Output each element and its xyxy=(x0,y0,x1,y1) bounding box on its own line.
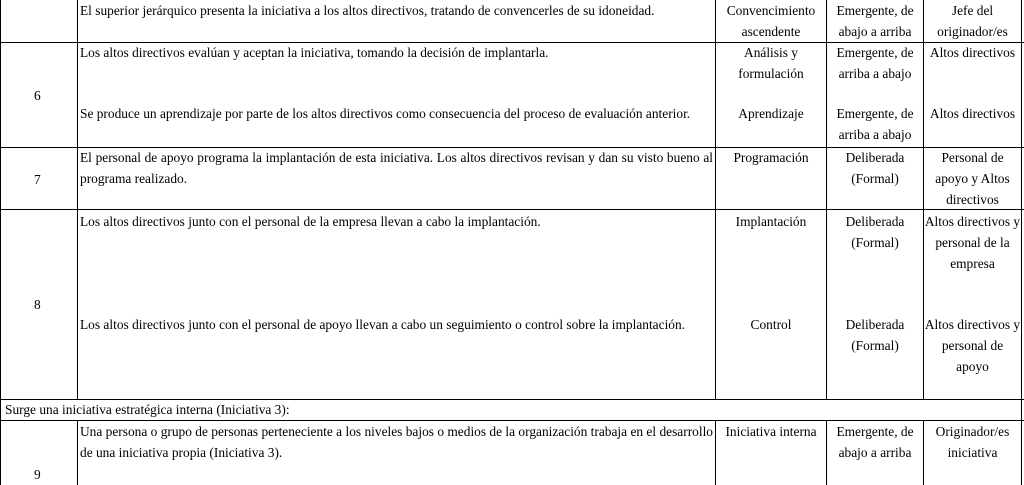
actor-cell: Altos directivos xyxy=(929,106,1016,121)
stage-cell: Análisis y formulación xyxy=(738,45,804,81)
stage-cell: Programación xyxy=(733,150,809,165)
activity-description: Los altos directivos junto con el personal de la empresa llevan a cabo la implantación. xyxy=(80,214,541,229)
row-number: 6 xyxy=(34,88,41,103)
stage-cell: Convencimiento ascendente xyxy=(726,3,816,39)
row-number: 7 xyxy=(34,172,41,187)
actor-cell: Altos directivos xyxy=(929,45,1016,60)
row-divider xyxy=(0,209,1024,210)
row-number: 9 xyxy=(34,467,41,482)
activity-description: Se produce un aprendizaje por parte de los altos directivos como consecuencia del proceso de evaluación anterior. xyxy=(80,106,691,121)
section-heading: Surge una iniciativa estratégica interna (Iniciativa 3): xyxy=(5,402,290,417)
actor-cell: Altos directivos y personal de la empresa xyxy=(924,214,1021,271)
activity-description: Los altos directivos junto con el personal de apoyo llevan a cabo un seguimiento o control sobre la implantación. xyxy=(80,317,686,332)
strategy-type-cell: Deliberada (Formal) xyxy=(845,317,905,353)
column-divider xyxy=(826,420,827,485)
stage-cell: Aprendizaje xyxy=(738,106,804,121)
activity-description: Una persona o grupo de personas perteneciente a los niveles bajos o medios de la organización trabaja en el desarrollo de una iniciativa propia (Iniciativa 3). xyxy=(80,424,713,460)
strategy-type-cell: Deliberada (Formal) xyxy=(845,214,905,250)
actor-cell: Originador/es iniciativa xyxy=(935,424,1010,460)
activity-description: El superior jerárquico presenta la iniciativa a los altos directivos, tratando de convencerles de su idoneidad. xyxy=(80,3,655,18)
stage-cell: Control xyxy=(750,317,792,332)
actor-cell: Altos directivos y personal de apoyo xyxy=(924,317,1021,374)
strategy-type-cell: Emergente, de arriba a abajo xyxy=(836,45,914,81)
activity-description: Los altos directivos evalúan y aceptan la iniciativa, tomando la decisión de implantarla. xyxy=(80,45,549,60)
stage-cell: Implantación xyxy=(735,214,807,229)
stage-cell: Iniciativa interna xyxy=(725,424,817,439)
table-border-left xyxy=(0,0,1,485)
actor-cell: Jefe del originador/es xyxy=(937,3,1008,39)
row-number: 8 xyxy=(34,297,41,312)
actor-cell: Personal de apoyo y Altos directivos xyxy=(935,150,1010,207)
strategy-type-cell: Emergente, de abajo a arriba xyxy=(836,424,914,460)
column-divider xyxy=(77,0,78,399)
column-divider xyxy=(77,420,78,485)
activity-description: El personal de apoyo programa la implantación de esta iniciativa. Los altos directivos revisan y dan su visto bueno al programa realizado. xyxy=(80,150,713,186)
strategy-type-cell: Emergente, de abajo a arriba xyxy=(836,3,914,39)
column-divider xyxy=(826,0,827,399)
strategy-type-cell: Emergente, de arriba a abajo xyxy=(836,106,914,142)
strategy-type-cell: Deliberada (Formal) xyxy=(845,150,905,186)
table-border-right xyxy=(1021,0,1022,485)
